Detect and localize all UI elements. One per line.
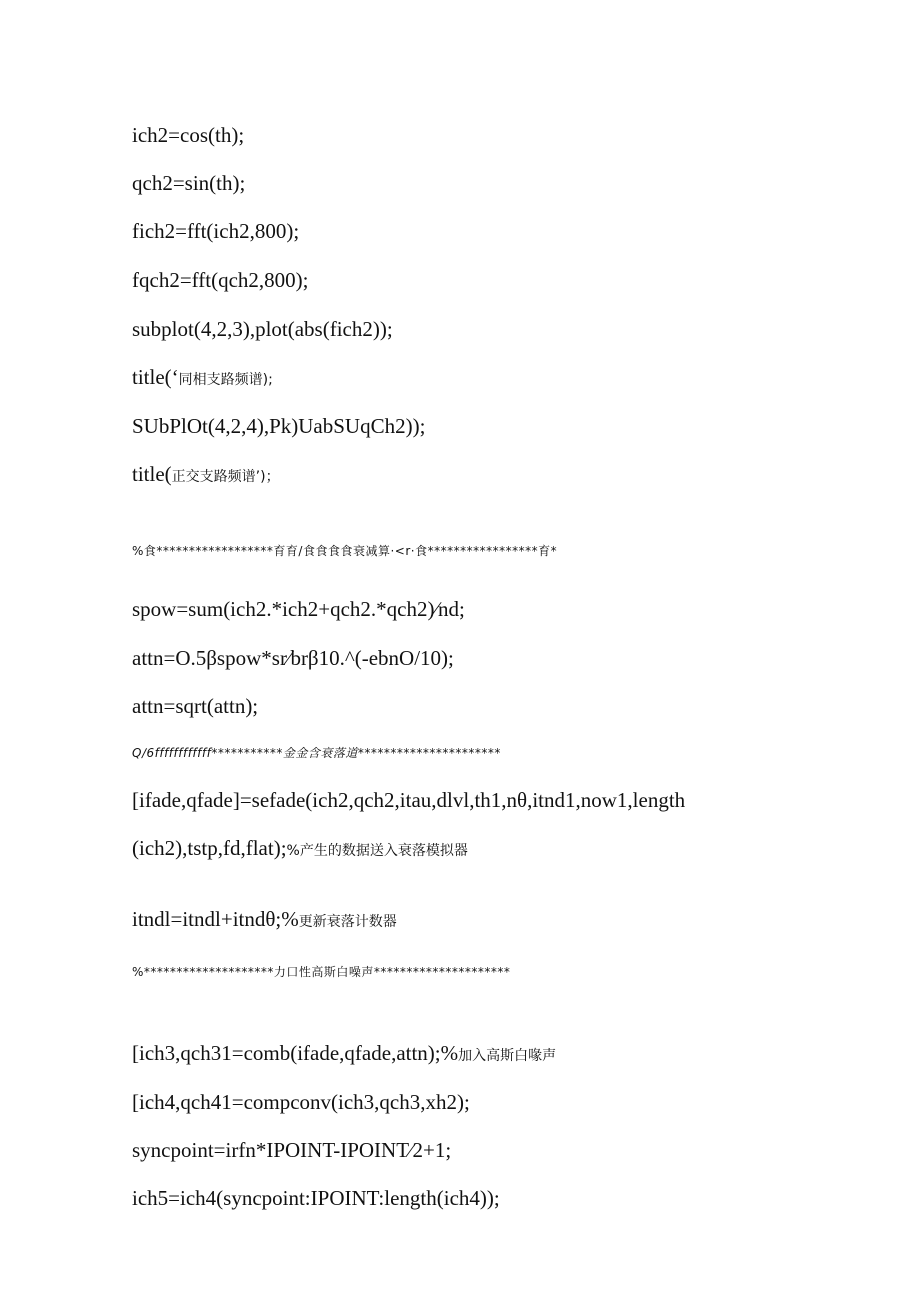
code-text: [ifade,qfade]=sefade(ich2,qch2,itau,dlvl,th1,nθ,itnd1,now1,length — [132, 788, 686, 812]
code-text: fich2=fft(ich2,800); — [132, 219, 300, 243]
comment-text: %********************力口性高斯白噪声********************* — [132, 965, 511, 979]
code-line-title-inphase — [132, 364, 273, 393]
code-line-compconv — [132, 1089, 470, 1115]
code-text: [ich3,qch31=comb(ifade,qfade,attn);% — [132, 1041, 459, 1065]
code-text: qch2=sin(th); — [132, 171, 246, 195]
code-text: itndl=itndl+itndθ;% — [132, 907, 299, 931]
code-text: SUbPlOt(4,2,4),Pk)UabSUqCh2)); — [132, 414, 426, 438]
comment-text: Q∕6ffffffffffff***********金金含衰落道********************** — [132, 746, 501, 760]
code-line-fqch2-fft — [132, 267, 309, 293]
code-line-spow — [132, 596, 465, 622]
code-line-sefade — [132, 787, 685, 813]
code-comment: 更新衰落计数器 — [298, 914, 397, 930]
code-text: title(‘ — [132, 365, 179, 389]
code-line-ich2-cos — [132, 122, 244, 148]
code-line-ich5 — [132, 1185, 500, 1211]
comment-line-attenuation — [132, 538, 557, 564]
code-text: attn=sqrt(attn); — [132, 694, 259, 718]
code-line-qch2-sin — [132, 170, 245, 196]
code-line-syncpoint — [132, 1137, 451, 1163]
code-line-fich2-fft — [132, 218, 299, 244]
code-line-sefade-cont — [132, 835, 468, 864]
code-text: ich2=cos(th); — [132, 123, 245, 147]
code-text: subplot(4,2,3),plot(abs(fich2)); — [132, 317, 393, 341]
code-text: [ich4,qch41=compconv(ich3,qch3,xh2); — [132, 1090, 470, 1114]
code-text: attn=O.5βspow*sr∕brβ10.^(-ebnO/10); — [132, 646, 454, 670]
code-line-attn-sqrt — [132, 693, 258, 719]
code-text: fqch2=fft(qch2,800); — [132, 268, 309, 292]
code-line-subplot-423 — [132, 316, 393, 342]
code-line-itndl — [132, 906, 397, 935]
code-text: (ich2),tstp,fd,flat); — [132, 836, 287, 860]
comment-line-gaussian-noise — [132, 959, 510, 985]
code-comment: 同相支路频谱); — [178, 372, 273, 388]
code-comment: 正交支路频谱’)； — [171, 469, 280, 485]
code-text: spow=sum(ich2.*ich2+qch2.*qch2)∕nd; — [132, 597, 465, 621]
code-line-comb — [132, 1040, 556, 1069]
code-text: title( — [132, 462, 172, 486]
code-line-subplot-424 — [132, 413, 425, 439]
code-comment: %产生的数据送入衰落模拟器 — [286, 843, 468, 859]
comment-text: %食******************育育/食食食食衰减算·<r·食*****************育* — [132, 544, 558, 558]
code-text: ich5=ich4(syncpoint:IPOINT:length(ich4)); — [132, 1186, 500, 1210]
code-comment: 加入高斯白喙声 — [458, 1048, 557, 1064]
comment-line-fading-channel — [132, 740, 501, 766]
code-line-attn-calc — [132, 645, 454, 671]
code-line-title-quadrature — [132, 461, 280, 490]
code-text: syncpoint=irfn*IPOINT-IPOINT∕2+1; — [132, 1138, 452, 1162]
